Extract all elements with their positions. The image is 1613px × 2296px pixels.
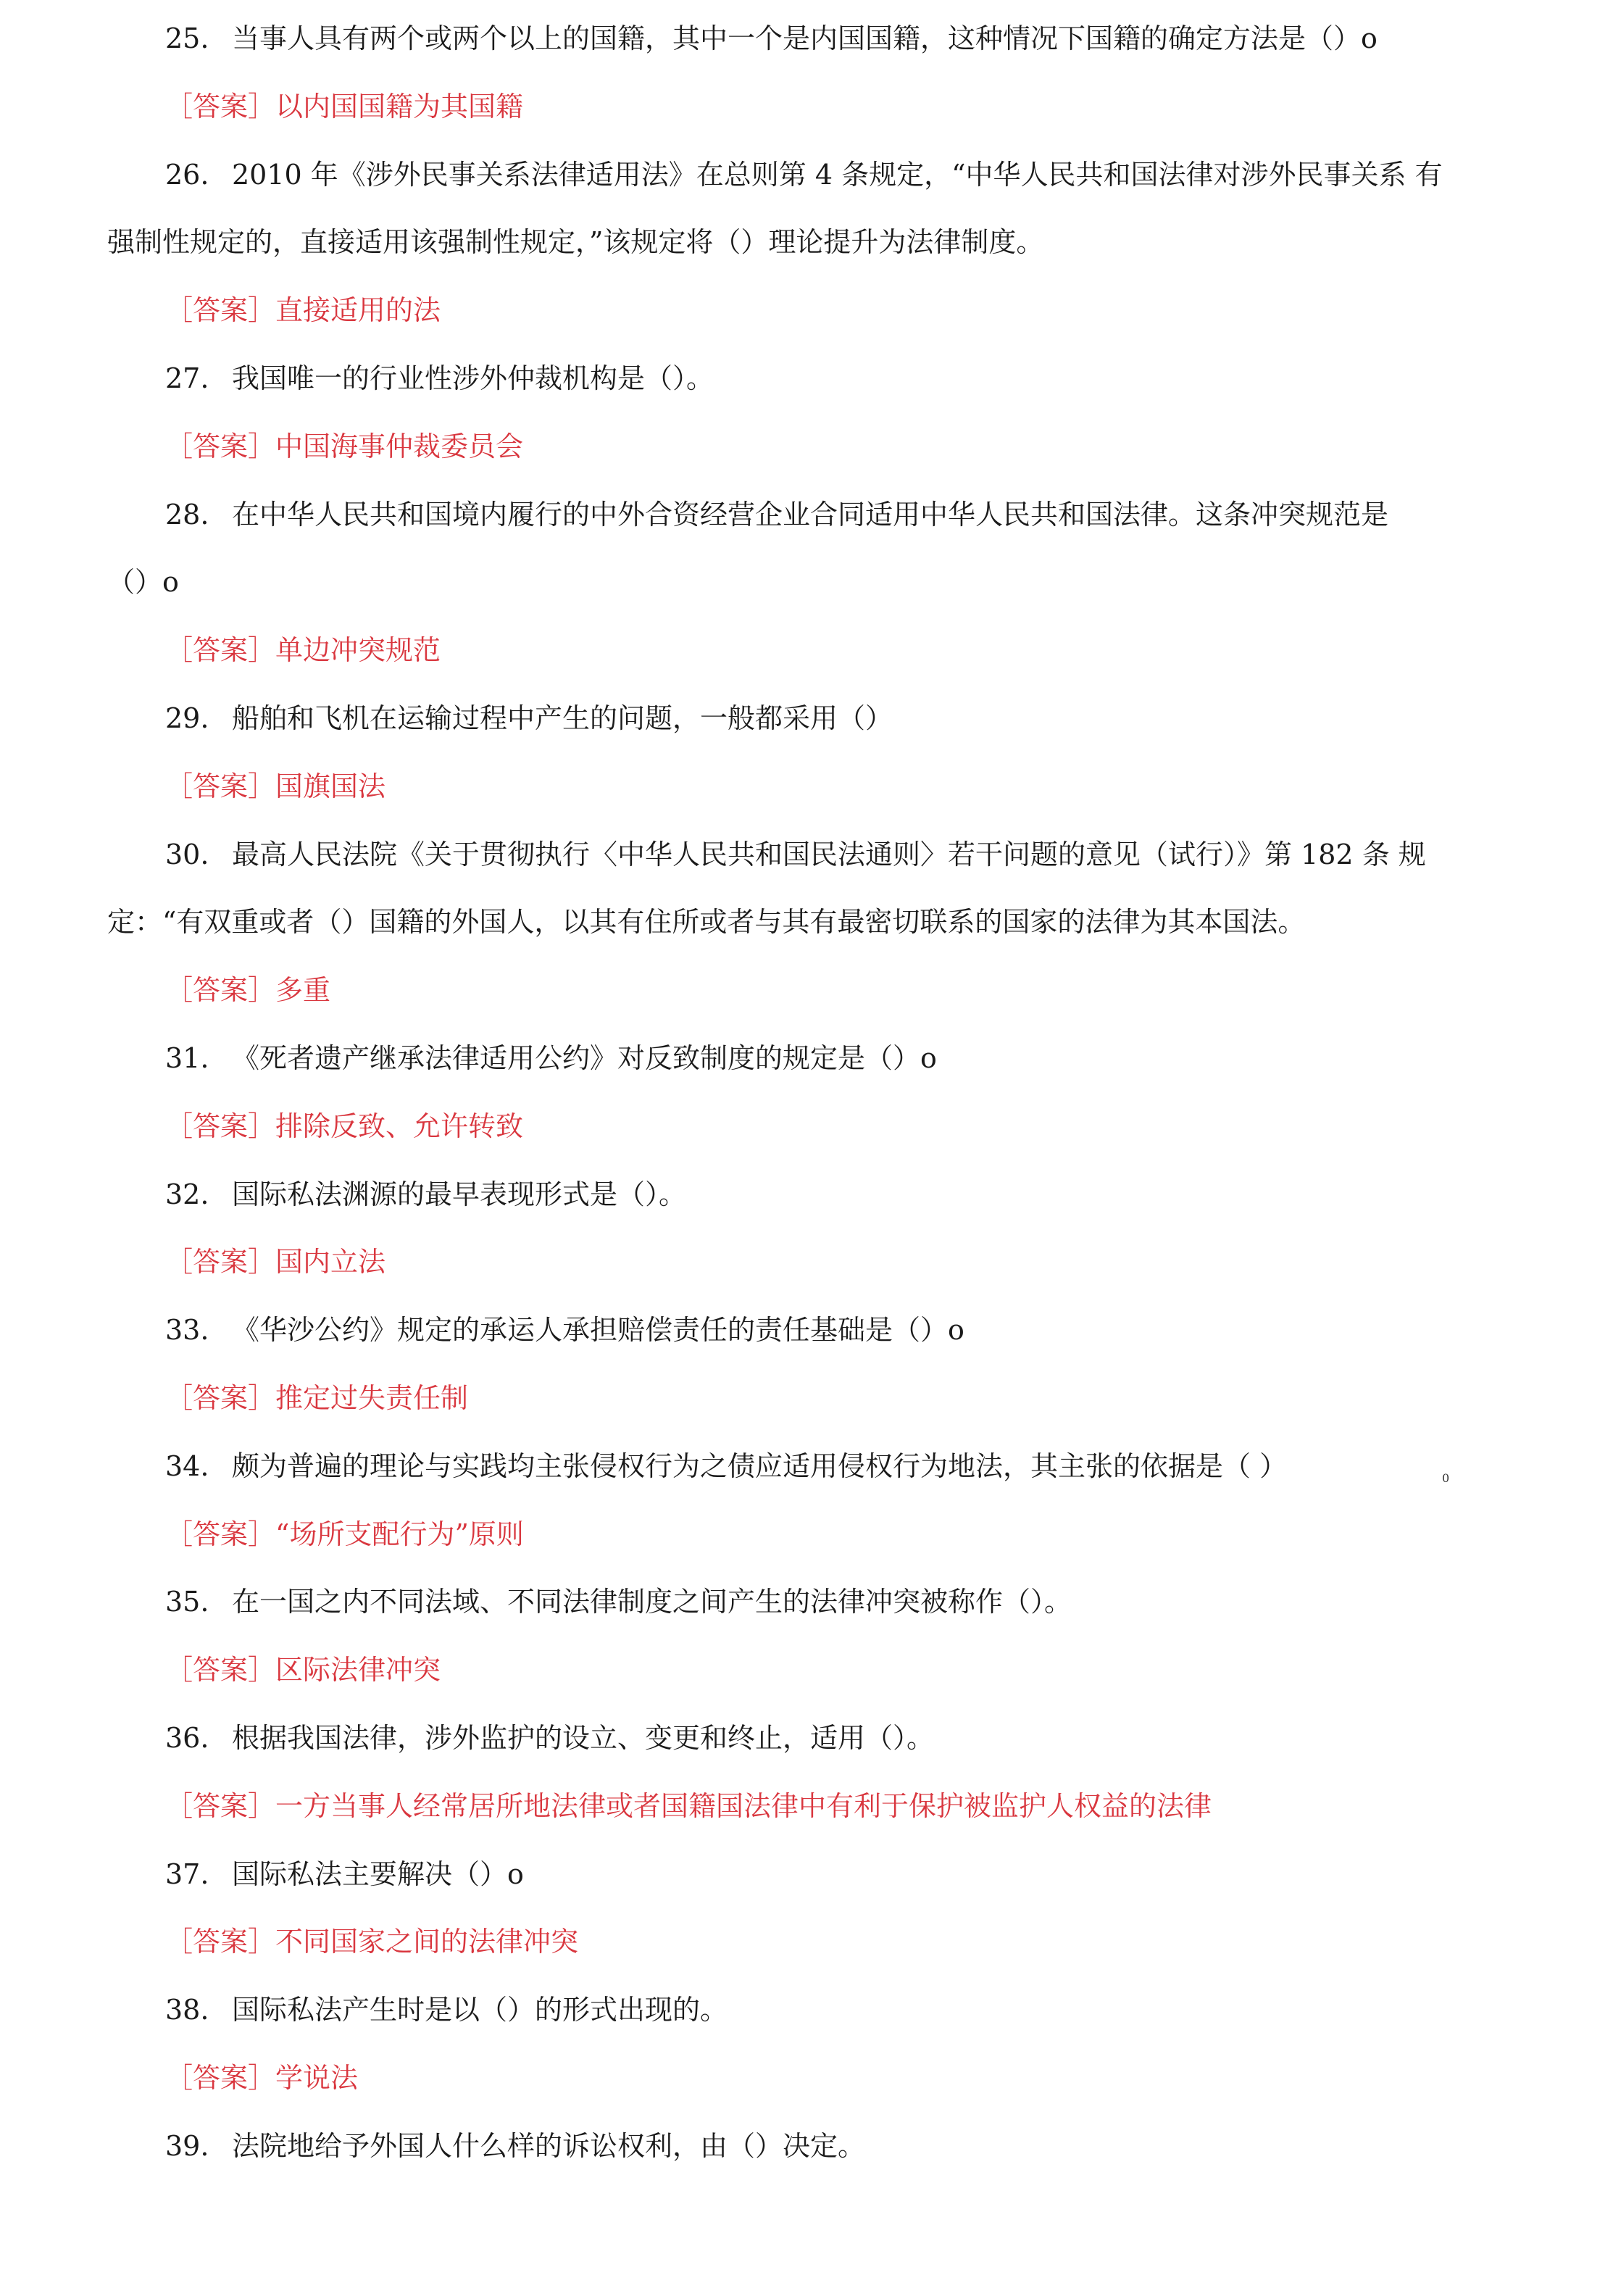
question-number: 35. (165, 1586, 209, 1618)
answer-line (165, 294, 441, 327)
answer-label: ［答案］ (165, 294, 276, 327)
question-number: 30. (165, 838, 209, 870)
question-text: 根据我国法律，涉外监护的设立、变更和终止，适用（）。 (232, 1722, 935, 1754)
question-line (165, 498, 1388, 531)
answer-text: 区际法律冲突 (275, 1654, 441, 1686)
question-text: 最高人民法院《关于贯彻执行〈中华人民共和国民法通则〉若干问题的意见（试行）》第 182 条 规 (232, 838, 1426, 870)
answer-label: ［答案］ (165, 1926, 276, 1958)
question-text: 国际私法渊源的最早表现形式是（）。 (232, 1178, 687, 1210)
question-text: 定：“有双重或者（）国籍的外国人，以其有住所或者与其有最密切联系的国家的法律为其本国法。 (107, 906, 1306, 939)
answer-line (165, 1381, 468, 1415)
answer-line (165, 1789, 1212, 1823)
answer-label: ［答案］ (165, 1246, 276, 1278)
question-line (165, 2129, 865, 2163)
answer-line (165, 90, 523, 123)
answer-line (165, 1245, 385, 1278)
question-number: 36. (165, 1722, 209, 1754)
answer-label: ［答案］ (165, 430, 276, 462)
question-line (165, 1041, 937, 1075)
answer-text: 多重 (275, 974, 331, 1007)
question-text: 强制性规定的，直接适用该强制性规定，”该规定将（）理论提升为法律制度。 (107, 226, 1044, 259)
answer-line (165, 1518, 524, 1551)
question-line (165, 1178, 686, 1211)
answer-text: 直接适用的法 (275, 294, 441, 327)
question-continuation (107, 905, 1305, 939)
answer-label: ［答案］ (165, 770, 276, 802)
question-number: 39. (165, 2129, 209, 2162)
question-number: 25. (165, 22, 209, 54)
question-text: 当事人具有两个或两个以上的国籍，其中一个是内国国籍，这种情况下国籍的确定方法是（）o (232, 22, 1377, 54)
question-line (165, 22, 1377, 55)
answer-text: “场所支配行为”原则 (275, 1518, 524, 1550)
question-text: 在中华人民共和国境内履行的中外合资经营企业合同适用中华人民共和国法律。这条冲突规范是 (232, 498, 1389, 531)
question-line (165, 1993, 728, 2026)
question-text: （）o (107, 566, 179, 599)
question-text: 在一国之内不同法域、不同法律制度之间产生的法律冲突被称作（）。 (232, 1586, 1072, 1618)
question-number: 29. (165, 702, 209, 734)
question-line (165, 1449, 1287, 1483)
answer-line (165, 430, 523, 463)
answer-text: 不同国家之间的法律冲突 (275, 1926, 579, 1958)
question-line (165, 1585, 1072, 1618)
answer-line (165, 1925, 578, 1958)
answer-text: 以内国国籍为其国籍 (275, 90, 524, 122)
answer-label: ［答案］ (165, 1110, 276, 1142)
question-text: 《华沙公约》规定的承运人承担赔偿责任的责任基础是（）o (232, 1314, 964, 1347)
answer-line (165, 1653, 441, 1686)
answer-text: 国内立法 (275, 1246, 386, 1278)
answer-line (165, 2061, 358, 2095)
answer-label: ［答案］ (165, 1382, 276, 1414)
answer-text: 排除反致、允许转致 (275, 1110, 524, 1142)
answer-label: ［答案］ (165, 1789, 276, 1822)
answer-text: 一方当事人经常居所地法律或者国籍国法律中有利于保护被监护人权益的法律 (275, 1789, 1212, 1822)
question-number: 34. (165, 1449, 209, 1482)
answer-text: 推定过失责任制 (275, 1382, 469, 1414)
question-text: 我国唯一的行业性涉外仲裁机构是（）。 (232, 362, 714, 394)
question-number: 28. (165, 498, 209, 531)
question-text: 法院地给予外国人什么样的诉讼权利，由（）决定。 (232, 2129, 866, 2162)
answer-label: ［答案］ (165, 634, 276, 667)
question-text: 颇为普遍的理论与实践均主张侵权行为之债应适用侵权行为地法，其主张的依据是（ ） (232, 1449, 1288, 1482)
question-number: 33. (165, 1314, 209, 1347)
question-text: 《死者遗产继承法律适用公约》对反致制度的规定是（）o (232, 1042, 937, 1074)
question-line (165, 1858, 524, 1891)
question-line (165, 838, 1426, 871)
question-number: 38. (165, 1994, 209, 2026)
question-text: 2010 年《涉外民事关系法律适用法》在总则第 4 条规定，“中华人民共和国法律对涉外民事关系 有 (232, 158, 1443, 191)
question-text: 国际私法产生时是以（）的形式出现的。 (232, 1994, 728, 2026)
answer-line (165, 770, 385, 803)
answer-label: ［答案］ (165, 2062, 276, 2094)
answer-label: ［答案］ (165, 1654, 276, 1686)
answer-text: 中国海事仲裁委员会 (275, 430, 524, 462)
answer-label: ［答案］ (165, 90, 276, 122)
question-number: 27. (165, 362, 209, 394)
answer-line (165, 973, 330, 1007)
answer-text: 学说法 (275, 2062, 359, 2094)
question-line (165, 362, 714, 395)
question-line (165, 1313, 964, 1347)
question-line (165, 1721, 934, 1755)
question-text: 国际私法主要解决（）o (232, 1858, 524, 1890)
answer-label: ［答案］ (165, 974, 276, 1007)
answer-text: 单边冲突规范 (275, 634, 441, 667)
question-continuation (107, 225, 1043, 259)
answer-text: 国旗国法 (275, 770, 386, 802)
question-number: 32. (165, 1178, 209, 1210)
answer-line (165, 1110, 523, 1143)
answer-line (165, 633, 441, 667)
question-number: 37. (165, 1858, 209, 1890)
question-number: 31. (165, 1042, 209, 1074)
question-text: 船舶和飞机在运输过程中产生的问题，一般都采用（） (232, 702, 893, 734)
answer-label: ［答案］ (165, 1518, 276, 1550)
question-line (165, 158, 1443, 191)
question-number: 26. (165, 158, 209, 191)
footnote-mark: 0 (1442, 1471, 1450, 1485)
question-continuation (107, 565, 179, 599)
question-line (165, 702, 893, 735)
